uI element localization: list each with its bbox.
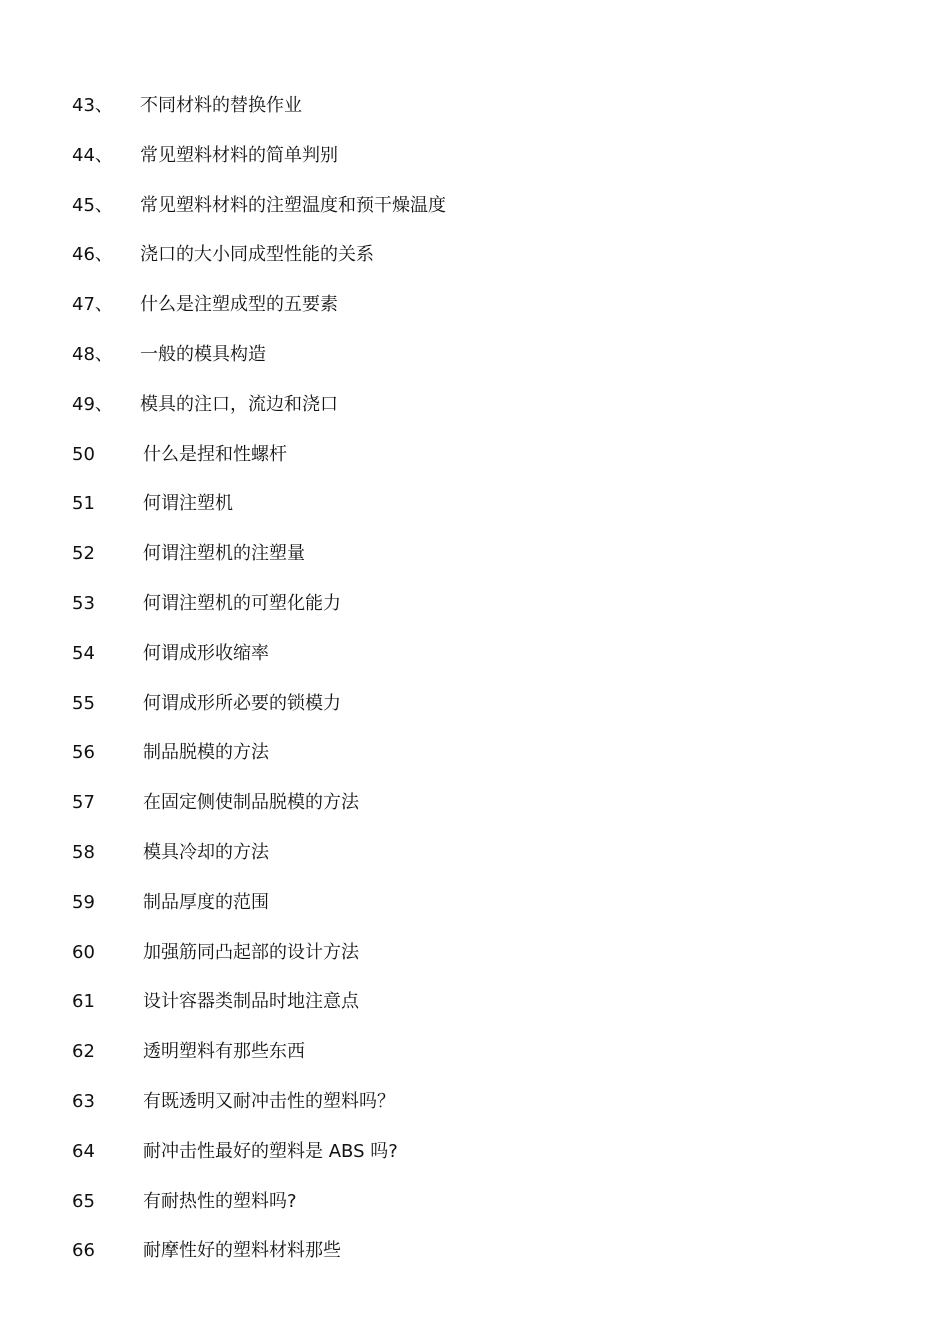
toc-item bbox=[0, 739, 950, 789]
toc-list bbox=[0, 92, 950, 1287]
toc-item bbox=[0, 192, 950, 242]
toc-item-number: 47、 bbox=[72, 294, 113, 316]
toc-item-number: 52 bbox=[72, 543, 95, 565]
toc-item bbox=[0, 92, 950, 142]
toc-item bbox=[0, 1188, 950, 1238]
toc-item bbox=[0, 889, 950, 939]
toc-item-text: 一般的模具构造 bbox=[140, 343, 266, 365]
toc-item-number: 57 bbox=[72, 792, 95, 814]
toc-item-text: 制品厚度的范围 bbox=[143, 891, 269, 913]
toc-item-number: 58 bbox=[72, 841, 95, 863]
toc-item-number: 61 bbox=[72, 991, 95, 1013]
toc-item-number: 48、 bbox=[72, 343, 113, 365]
toc-item bbox=[0, 490, 950, 540]
toc-item bbox=[0, 690, 950, 740]
toc-item-text: 制品脱模的方法 bbox=[143, 742, 269, 764]
toc-item bbox=[0, 1038, 950, 1088]
toc-item-number: 43、 bbox=[72, 95, 113, 116]
toc-item-number: 50 bbox=[72, 443, 95, 465]
toc-item-text: 何谓成形收缩率 bbox=[143, 642, 269, 664]
toc-item bbox=[0, 1138, 950, 1188]
toc-item-text: 模具冷却的方法 bbox=[143, 841, 269, 863]
toc-item-number: 59 bbox=[72, 891, 95, 913]
toc-item bbox=[0, 939, 950, 989]
toc-item-number: 55 bbox=[72, 692, 95, 714]
toc-item bbox=[0, 789, 950, 839]
toc-item bbox=[0, 341, 950, 391]
toc-item-number: 54 bbox=[72, 642, 95, 664]
toc-item-text: 模具的注口，流边和浇口 bbox=[140, 393, 338, 415]
toc-item-number: 45、 bbox=[72, 194, 113, 216]
toc-item-text: 有既透明又耐冲击性的塑料吗？ bbox=[143, 1090, 395, 1112]
toc-item-number: 51 bbox=[72, 493, 95, 515]
toc-item bbox=[0, 1088, 950, 1138]
toc-item bbox=[0, 839, 950, 889]
toc-item-number: 56 bbox=[72, 742, 95, 764]
toc-item-text: 什么是捏和性螺杆 bbox=[143, 443, 287, 465]
toc-item-number: 63 bbox=[72, 1090, 95, 1112]
toc-item bbox=[0, 640, 950, 690]
toc-item-number: 62 bbox=[72, 1041, 95, 1063]
toc-item bbox=[0, 540, 950, 590]
toc-item-text: 耐摩性好的塑料材料那些 bbox=[143, 1240, 341, 1262]
toc-item bbox=[0, 590, 950, 640]
toc-item-text: 何谓注塑机 bbox=[143, 493, 233, 515]
toc-item-text: 常见塑料材料的注塑温度和预干燥温度 bbox=[140, 194, 446, 216]
toc-item-text: 耐冲击性最好的塑料是 ABS 吗? bbox=[143, 1140, 398, 1162]
toc-item bbox=[0, 441, 950, 491]
toc-item-text: 透明塑料有那些东西 bbox=[143, 1041, 305, 1063]
toc-item bbox=[0, 988, 950, 1038]
toc-item-number: 65 bbox=[72, 1190, 95, 1212]
toc-item-number: 46、 bbox=[72, 244, 113, 266]
toc-item-text: 有耐热性的塑料吗? bbox=[143, 1190, 297, 1212]
toc-item-number: 49、 bbox=[72, 393, 113, 415]
toc-item bbox=[0, 391, 950, 441]
toc-item-text: 何谓注塑机的注塑量 bbox=[143, 543, 305, 565]
toc-item bbox=[0, 1237, 950, 1287]
toc-item bbox=[0, 241, 950, 291]
toc-item-text: 浇口的大小同成型性能的关系 bbox=[140, 244, 374, 266]
toc-item-text: 不同材料的替换作业 bbox=[140, 95, 302, 116]
toc-item-number: 60 bbox=[72, 941, 95, 963]
toc-item-number: 53 bbox=[72, 592, 95, 614]
toc-item-text: 加强筋同凸起部的设计方法 bbox=[143, 941, 359, 963]
toc-item-text: 设计容器类制品时地注意点 bbox=[143, 991, 359, 1013]
toc-item bbox=[0, 142, 950, 192]
toc-item-text: 何谓注塑机的可塑化能力 bbox=[143, 592, 341, 614]
toc-item-text: 在固定侧使制品脱模的方法 bbox=[143, 792, 359, 814]
toc-item-text: 常见塑料材料的简单判别 bbox=[140, 144, 338, 166]
toc-item-number: 44、 bbox=[72, 144, 113, 166]
toc-item-text: 什么是注塑成型的五要素 bbox=[140, 294, 338, 316]
toc-item bbox=[0, 291, 950, 341]
toc-item-number: 64 bbox=[72, 1140, 95, 1162]
toc-item-number: 66 bbox=[72, 1240, 95, 1262]
toc-item-text: 何谓成形所必要的锁模力 bbox=[143, 692, 341, 714]
